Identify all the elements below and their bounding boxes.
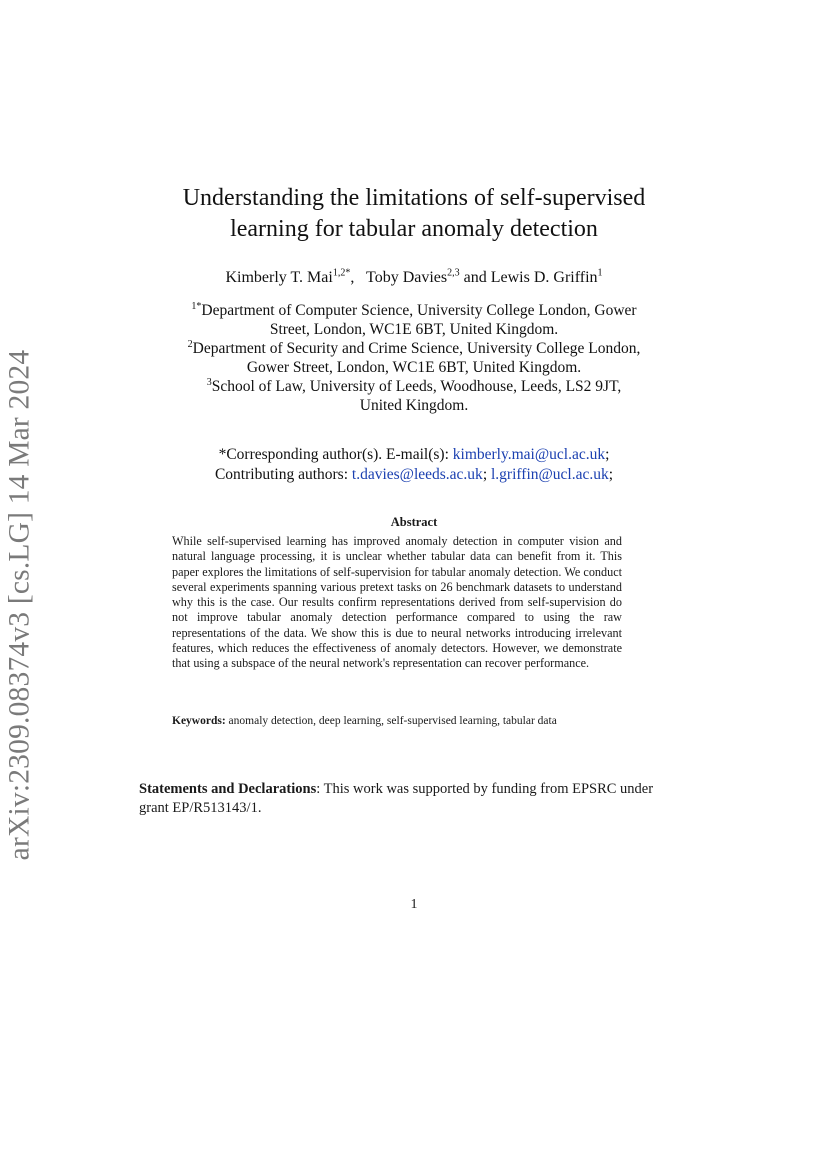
author-name: Kimberly T. Mai (225, 269, 333, 286)
affiliation-3-line-1 (0, 377, 828, 396)
author-name: Lewis D. Griffin (490, 269, 598, 286)
contributing-email-link-1[interactable]: t.davies@leeds.ac.uk (351, 466, 483, 483)
affiliation-marker: 1* (191, 300, 202, 312)
affiliation-1-line-1 (0, 301, 828, 320)
author-affiliation-marker: 1 (597, 267, 603, 279)
punctuation: ; (608, 466, 614, 483)
corresponding-author (0, 445, 828, 465)
affiliation-3-line-2: United Kingdom. (359, 397, 469, 414)
paper-title-line-1: Understanding the limitations of self-supervised (182, 185, 646, 211)
keywords-label: Keywords: (172, 715, 226, 727)
keywords-text: anomaly detection, deep learning, self-supervised learning, tabular data (225, 715, 557, 727)
affiliation-text: Department of Computer Science, University College London, Gower (201, 302, 637, 319)
abstract-heading: Abstract (390, 515, 438, 529)
author-separator: and (459, 269, 491, 286)
author-list (0, 269, 828, 287)
contributing-authors (0, 465, 828, 485)
page-number: 1 (410, 897, 418, 912)
author-affiliation-marker: 2,3 (447, 267, 460, 279)
corresponding-email-link[interactable]: kimberly.mai@ucl.ac.uk (452, 446, 606, 463)
arxiv-identifier: arXiv:2309.08374v3 [cs.LG] 14 Mar 2024 (3, 349, 36, 861)
abstract-body: While self-supervised learning has improved anomaly detection in computer vision and natural language processing, it is unclear whether tabular data can benefit from it. This paper explores the limitations of self-supervision for tabular anomaly detection. We conduct several experiments spanning various pretext tasks on 26 benchmark datasets to understand why this is the case. Our results confirm representations derived from self-supervision do not improve tabular anomaly detection performance compared to using the raw representations of the data. We show this is due to neural networks introducing irrelevant features, which reduces the effectiveness of anomaly detectors. However, we demonstrate that using a subspace of the neural network's representation can recover performance. (172, 534, 622, 671)
contributing-label: Contributing authors: (214, 466, 352, 483)
affiliation-marker: 3 (206, 376, 212, 388)
statements-text: : This work was supported by funding from EPSRC under grant EP/R513143/1. (139, 781, 654, 816)
punctuation: ; (605, 446, 610, 463)
corresponding-label: *Corresponding author(s). E-mail(s): (218, 446, 453, 463)
author-separator: , (350, 269, 363, 286)
statements-label: Statements and Declarations (139, 781, 317, 797)
author-name: Toby Davies (366, 269, 448, 286)
affiliation-2-line-2: Gower Street, London, WC1E 6BT, United Kingdom. (246, 359, 582, 376)
author-affiliation-marker: 1,2* (332, 267, 351, 279)
affiliation-text: School of Law, University of Leeds, Woodhouse, Leeds, LS2 9JT, (211, 378, 622, 395)
affiliation-marker: 2 (187, 338, 193, 350)
affiliation-text: Department of Security and Crime Science, University College London, (192, 340, 641, 357)
keywords (172, 715, 632, 727)
affiliation-1-line-2: Street, London, WC1E 6BT, United Kingdom. (269, 321, 559, 338)
paper-title-line-2: learning for tabular anomaly detection (230, 216, 598, 242)
affiliation-2-line-1 (0, 339, 828, 358)
contributing-email-link-2[interactable]: l.griffin@ucl.ac.uk (491, 466, 609, 483)
statements-declarations (139, 780, 659, 818)
punctuation: ; (482, 466, 491, 483)
